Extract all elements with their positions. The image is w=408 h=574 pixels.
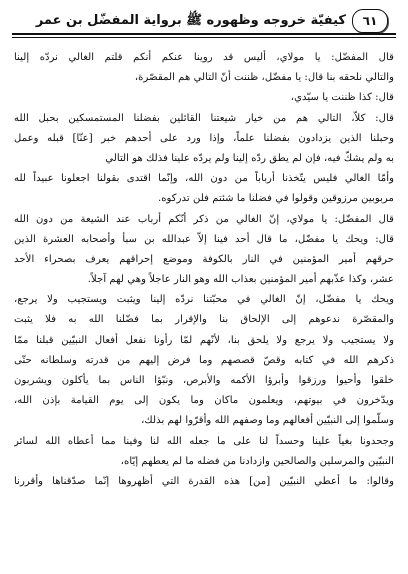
text-line: ويحك يا مفضّل، إنّ الغالي في محبّتنا نردّه إلينا ويثبت ويستجيب ولا يرجع، [14,294,394,306]
text-line: قال المفضّل: يا مولاي، أليس قد روينا عنكم أنكم قلتم الغالي نردّه إلينا [14,52,394,63]
text-line: قال: كلاّ، التالي هم من خيار شيعتنا القائلين بفضلنا المستمسكين بحبل الله [14,112,394,124]
text-line: به ولم يشكّ فيه، فإن لم يطق ردّه إلينا ولم يردّه علينا فذلك هو التالي [105,152,394,164]
text-line: قال المفضّل: يا مولاي، إنّ الغالي من ذكر أنّكم أرباب عند الشيعة من دون الله [14,213,394,225]
text-line: مربوبين مرزوقين وقولوا في فضلنا ما شئتم فلن تدركوه. [157,193,394,205]
text-line: حرقهم أمير المؤمنين في النار بالكوفة وموضع إحراقهم يعرف بصحراء الأحد [14,253,394,265]
page-number-badge [352,9,388,33]
text-line: وجحدونا بغياً علينا وحسداً لنا على ما جعله الله لنا وفينا مما أعطاه الله لسائر [14,435,394,447]
text-line: والتالي نلحقه بنا قال: يا مفضّل، ظننت أنّ التالي هم المقصّرة، [134,72,394,84]
text-line: وقالوا: ما أعطي النبيّين [من] هذه القدرة التي أظهروها إنّما صدّقناها وأقررنا [14,475,394,487]
text-line: عشر، وكذا عذّبهم أمير المؤمنين بعذاب الله وهو النار عاجلاً وهي لهم آجلاً. [87,274,394,286]
text-line: قال: ويحك يا مفضّل، ما قال أحد فينا إلاّ عبدالله بن سبأ وأصحابه العشرة الذين [14,233,394,245]
text-line: وحبلنا الذين يزدادون بفضلنا علماً، وإذا ورد على أحدهم خبر [عنّا] قبله وعمل [14,132,394,144]
text-line: ويدّخرون في بيوتهم، ويعلمون ماكان وما يكون إلى يوم القيامة بإذن الله، [14,395,394,407]
header-rule-thin [12,37,396,38]
text-line: والمقصّرة ندعوهم إلى الإلحاق بنا والإقرار بما فضّلنا الله به فلا يثبت [14,314,394,326]
page-header [12,6,396,40]
body-text [14,48,394,492]
text-line: النبيّين والمرسلين والصالحين وازدادنا من فضله ما لم يعطهم إيّاه، [120,455,394,467]
header-rule-thick [12,33,396,35]
text-line: ذكرهم الله في كتابه وقصّ قصصهم وما فرض إليهم من قدرته وسلطانه حتّى [14,354,394,366]
page-number: ٦١ [362,14,378,28]
running-title: كيفيّة خروجه وظهوره ﷺ برواية المفضّل بن عمر [35,13,346,28]
text-line: خلقوا وأحيوا ورزقوا وأبرؤا الأكمه والأبرص، ونبّؤا الناس بما يأكلون ويشربون [14,375,394,386]
text-line: وسلّموا إلى النبيّين أفعالهم وما وصفهم الله وأقرّوا لهم بذلك، [141,415,394,427]
text-line: قال: كذا ظننت يا سيّدي، [290,92,394,104]
text-line: ولا يستجيب ولا يرجع ولا يلحق بنا، لأنّهم لمّا رأونا نفعل أفعال النبيّين قبلنا ممّا [14,334,394,346]
text-line: وأمّا الغالي فليس يتّخذنا أرباباً من دون الله، وإنّما اقتدى بقولنا اجعلونا عبيداً لله [14,173,394,185]
